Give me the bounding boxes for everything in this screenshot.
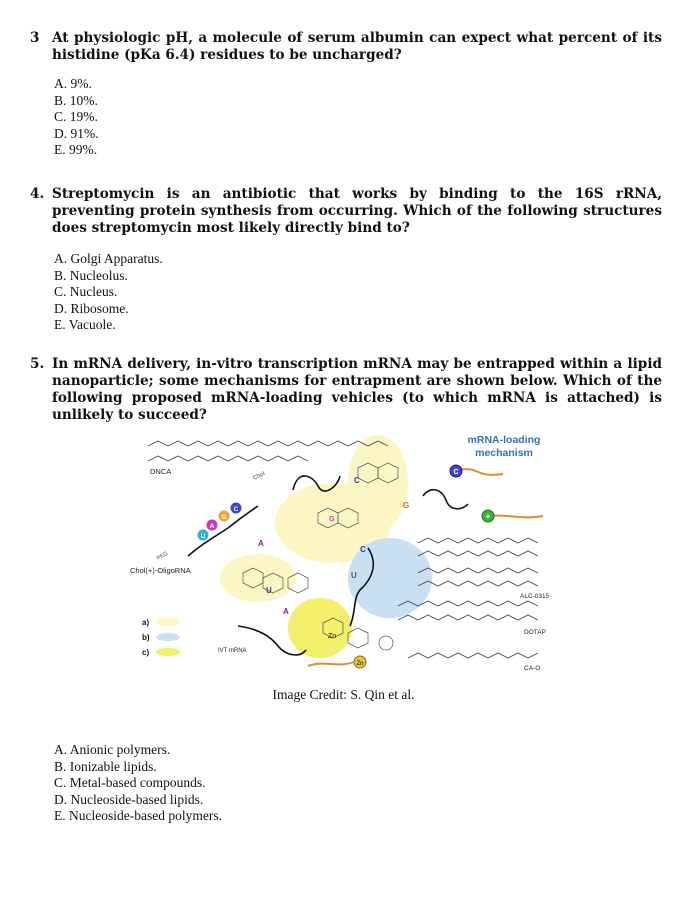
question-number: 4. bbox=[30, 186, 45, 202]
legend-a: a) bbox=[142, 618, 150, 627]
figure-title-line1: mRNA-loading bbox=[467, 434, 541, 446]
label-dotap: DOTAP bbox=[524, 629, 546, 636]
option-c: C. Nucleus. bbox=[54, 284, 118, 300]
svg-text:A: A bbox=[283, 607, 289, 616]
option-a: A. 9%. bbox=[54, 76, 92, 91]
label-alc-0315: ALC-0315 bbox=[520, 593, 550, 600]
question-text: Streptomycin is an antibiotic that works by binding to the 16S rRNA, preventing protein synthesis from occurring. Which of the following structures does streptomycin most likely directly bind to? bbox=[52, 186, 662, 236]
bead-label: C bbox=[453, 469, 459, 476]
lipid-chain bbox=[418, 581, 538, 586]
svg-text:U: U bbox=[351, 571, 357, 580]
option-e: E. Vacuole. bbox=[54, 317, 116, 333]
question-4 bbox=[30, 186, 662, 334]
option-c: C. 19%. bbox=[54, 109, 98, 125]
question-3 bbox=[30, 30, 662, 159]
label-peg: PEG bbox=[156, 550, 170, 562]
lipid-chain bbox=[418, 551, 538, 556]
mrna-strand bbox=[488, 516, 543, 518]
question-number: 3 bbox=[30, 30, 40, 46]
legend-c: c) bbox=[142, 648, 150, 657]
label-dnca: DNCA bbox=[150, 467, 172, 476]
question-text: At physiologic pH, a molecule of serum albumin can expect what percent of its histidine (pKa 6.4) residues to be uncharged? bbox=[52, 30, 662, 63]
legend-b: b) bbox=[142, 633, 150, 642]
lipid-chain bbox=[408, 653, 538, 658]
region-a-nucleoside-3 bbox=[220, 554, 296, 602]
svg-text:G: G bbox=[329, 516, 335, 523]
option-d: D. 91%. bbox=[54, 125, 99, 141]
svg-text:A: A bbox=[209, 523, 215, 530]
legend-swatch-b bbox=[156, 633, 180, 641]
svg-text:U: U bbox=[266, 586, 272, 595]
lipid-chain bbox=[398, 615, 538, 620]
figure-title-line2: mechanism bbox=[475, 447, 533, 459]
option-d: D. Ribosome. bbox=[54, 300, 129, 316]
question-text: In mRNA delivery, in-vitro transcription mRNA may be entrapped within a lipid nanoparticle; some mechanisms for entrapment are shown below. Which of the following proposed mRNA-loading vehicles (to which mRNA is attached) is unlikely to succeed? bbox=[52, 356, 662, 423]
option-a: A. Anionic polymers. bbox=[54, 742, 171, 757]
mrna-strand bbox=[308, 662, 354, 666]
option-b: B. Nucleolus. bbox=[54, 267, 128, 283]
option-d: D. Nucleoside-based lipids. bbox=[54, 791, 204, 807]
question-number: 5. bbox=[30, 356, 45, 372]
svg-text:C: C bbox=[360, 545, 366, 554]
svg-text:C: C bbox=[354, 476, 360, 485]
option-e: E. Nucleoside-based polymers. bbox=[54, 808, 222, 824]
answer-options bbox=[54, 742, 222, 825]
region-c-metal bbox=[288, 598, 352, 658]
option-b: B. 10%. bbox=[54, 92, 98, 108]
label-chol: Chol bbox=[252, 471, 267, 482]
svg-text:G: G bbox=[403, 501, 410, 510]
svg-text:Zn: Zn bbox=[356, 661, 364, 667]
question-5 bbox=[30, 356, 662, 424]
svg-text:G: G bbox=[221, 514, 227, 521]
mrna-loading-figure bbox=[128, 428, 558, 672]
svg-text:U: U bbox=[200, 533, 206, 540]
bead-label: + bbox=[485, 512, 491, 521]
svg-text:A: A bbox=[258, 539, 264, 548]
mrna-strand bbox=[456, 469, 503, 475]
lipid-chain bbox=[418, 538, 538, 543]
lipid-chain bbox=[418, 568, 538, 573]
answer-options bbox=[54, 251, 662, 334]
option-c: C. Metal-based compounds. bbox=[54, 775, 206, 791]
svg-text:C: C bbox=[233, 506, 239, 513]
label-ca-o: CA-O bbox=[524, 665, 541, 672]
svg-text:Zn: Zn bbox=[328, 633, 337, 640]
image-credit: Image Credit: S. Qin et al. bbox=[272, 687, 415, 702]
rna-backbone bbox=[423, 490, 468, 509]
lipid-chain bbox=[148, 456, 308, 461]
legend-swatch-c bbox=[156, 648, 180, 656]
label-ivt-mrna: IVT mRNA bbox=[218, 648, 247, 654]
lipid-chain bbox=[148, 441, 388, 446]
option-e: E. 99%. bbox=[54, 142, 98, 158]
option-a: A. Golgi Apparatus. bbox=[54, 251, 163, 266]
option-b: B. Ionizable lipids. bbox=[54, 758, 157, 774]
legend-swatch-a bbox=[156, 618, 180, 626]
label-chol-oligorna: Chol(+)-OligoRNA bbox=[130, 566, 191, 575]
answer-options bbox=[54, 76, 662, 159]
